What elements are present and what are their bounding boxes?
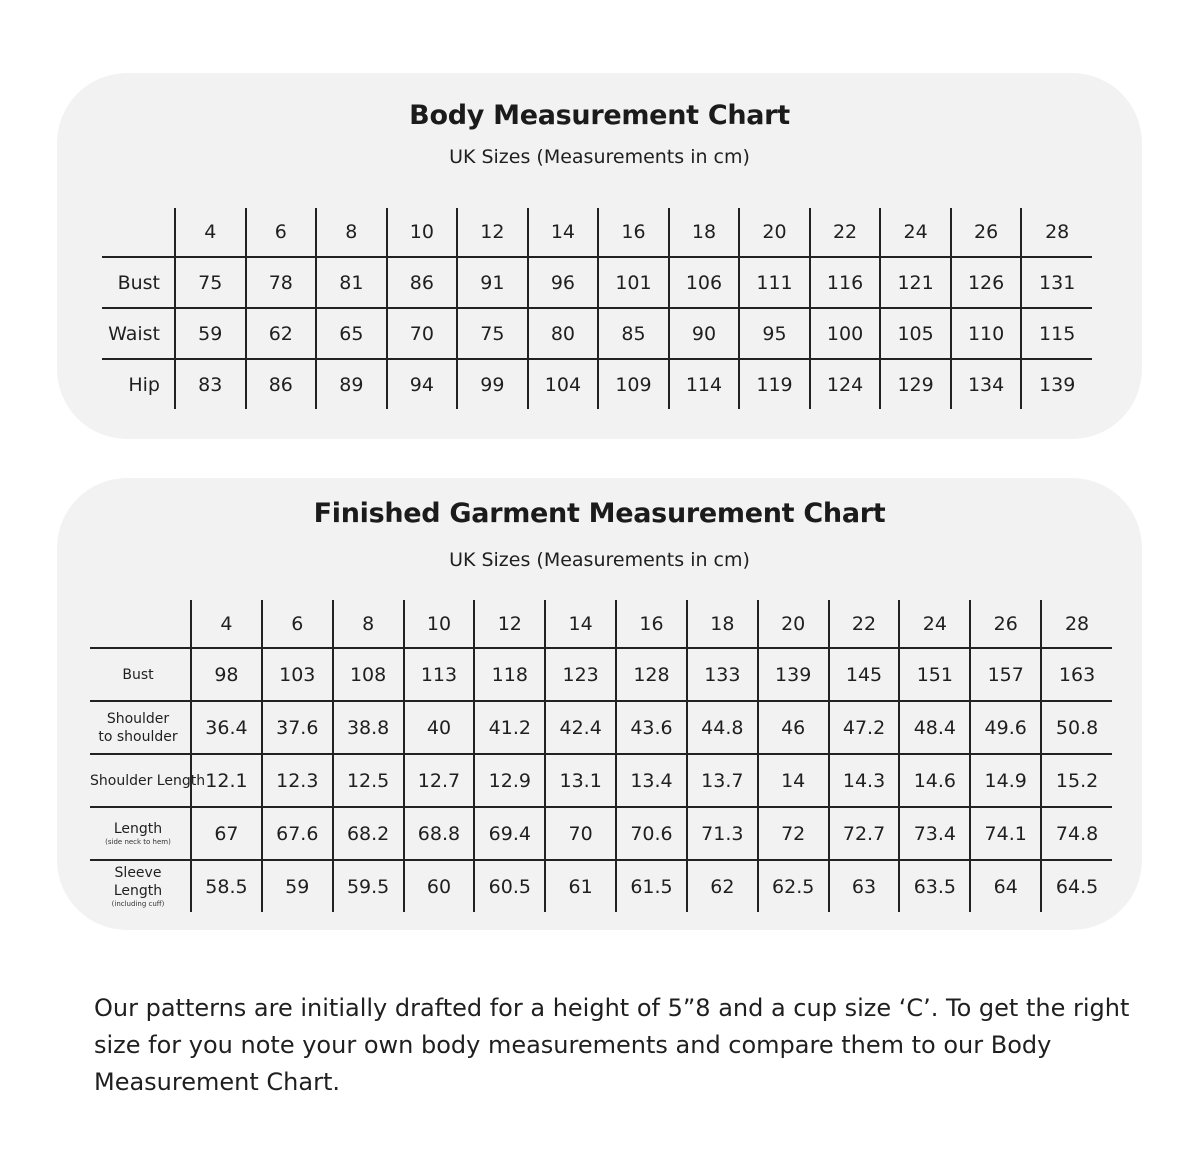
table-cell: 91: [457, 257, 528, 308]
table-cell: 128: [616, 648, 687, 701]
size-header: 16: [598, 208, 669, 257]
table-cell: 110: [951, 308, 1022, 359]
table-cell: 73.4: [899, 807, 970, 860]
size-header: 24: [880, 208, 951, 257]
table-cell: 74.1: [970, 807, 1041, 860]
size-header-row: [90, 600, 1112, 648]
table-cell: 60: [404, 860, 475, 912]
row-label: [90, 860, 191, 912]
table-cell: 109: [598, 359, 669, 409]
table-cell: 63.5: [899, 860, 970, 912]
row-label-text: Sleeve Length: [113, 865, 163, 899]
size-header: 20: [758, 600, 829, 648]
table-cell: 163: [1041, 648, 1112, 701]
table-cell: 70: [387, 308, 458, 359]
row-label: [90, 754, 206, 807]
table-cell: 59: [262, 860, 333, 912]
size-header: 8: [316, 208, 387, 257]
table-cell: 96: [528, 257, 599, 308]
size-header: 18: [669, 208, 740, 257]
table-cell: 85: [598, 308, 669, 359]
row-label-text: Shoulder to shoulder: [98, 710, 178, 745]
table-cell: 90: [669, 308, 740, 359]
table-cell: 61.5: [616, 860, 687, 912]
row-sublabel: (including cuff): [111, 900, 165, 908]
size-header: 14: [545, 600, 616, 648]
size-header: 4: [175, 208, 246, 257]
row-label: Waist: [102, 308, 175, 359]
table-cell: 104: [528, 359, 599, 409]
size-header: 28: [1021, 208, 1092, 257]
table-cell: 113: [404, 648, 475, 701]
table-cell: 69.4: [474, 807, 545, 860]
table-cell: 80: [528, 308, 599, 359]
table-cell: 62.5: [758, 860, 829, 912]
table-cell: 105: [880, 308, 951, 359]
row-label: [90, 648, 191, 701]
table-cell: 14.9: [970, 754, 1041, 807]
table-cell: 72.7: [829, 807, 900, 860]
table-cell: 108: [333, 648, 404, 701]
body-measurement-table: [102, 208, 1092, 409]
table-cell: 131: [1021, 257, 1092, 308]
table-cell: 13.4: [616, 754, 687, 807]
row-label: [90, 807, 191, 860]
table-cell: 123: [545, 648, 616, 701]
table-cell: 59.5: [333, 860, 404, 912]
table-cell: 86: [387, 257, 458, 308]
table-cell: 46: [758, 701, 829, 754]
table-cell: 12.1: [191, 754, 262, 807]
row-label: Bust: [102, 257, 175, 308]
sleeve-length-row: [90, 860, 1112, 912]
table-cell: 70.6: [616, 807, 687, 860]
size-header: 22: [810, 208, 881, 257]
table-cell: 44.8: [687, 701, 758, 754]
table-cell: 59: [175, 308, 246, 359]
table-cell: 15.2: [1041, 754, 1112, 807]
table-cell: 68.8: [404, 807, 475, 860]
length-row: [90, 807, 1112, 860]
table-cell: 139: [758, 648, 829, 701]
row-label: [90, 701, 191, 754]
row-label: Hip: [128, 373, 160, 396]
table-cell: 124: [810, 359, 881, 409]
table-cell: 106: [669, 257, 740, 308]
table-cell: 13.1: [545, 754, 616, 807]
size-header: 4: [191, 600, 262, 648]
table-cell: 61: [545, 860, 616, 912]
size-header: 10: [404, 600, 475, 648]
table-cell: 151: [899, 648, 970, 701]
table-cell: 75: [175, 257, 246, 308]
table-cell: 58.5: [191, 860, 262, 912]
table-cell: 70: [545, 807, 616, 860]
table-cell: 75: [457, 308, 528, 359]
table-cell: 49.6: [970, 701, 1041, 754]
size-header: 24: [899, 600, 970, 648]
table-cell: 95: [739, 308, 810, 359]
table-cell: 60.5: [474, 860, 545, 912]
table-cell: 157: [970, 648, 1041, 701]
row-label-text: Length: [113, 821, 163, 837]
size-header: 12: [457, 208, 528, 257]
table-cell: 139: [1021, 359, 1092, 409]
body-chart-subtitle: UK Sizes (Measurements in cm): [449, 146, 750, 168]
table-cell: 114: [669, 359, 740, 409]
table-cell: 100: [810, 308, 881, 359]
bust-row: [90, 648, 1112, 701]
table-cell: 133: [687, 648, 758, 701]
table-cell: 37.6: [262, 701, 333, 754]
bust-row: [102, 257, 1092, 308]
table-cell: 12.5: [333, 754, 404, 807]
table-cell: 145: [829, 648, 900, 701]
table-cell: 74.8: [1041, 807, 1112, 860]
size-header: 10: [387, 208, 458, 257]
table-cell: 121: [880, 257, 951, 308]
header-corner: [102, 208, 175, 257]
table-cell: 14: [758, 754, 829, 807]
table-cell: 72: [758, 807, 829, 860]
table-cell: 12.7: [404, 754, 475, 807]
table-cell: 38.8: [333, 701, 404, 754]
size-header: 22: [829, 600, 900, 648]
table-cell: 36.4: [191, 701, 262, 754]
table-cell: 103: [262, 648, 333, 701]
table-cell: 50.8: [1041, 701, 1112, 754]
size-header: 14: [528, 208, 599, 257]
table-cell: 83: [175, 359, 246, 409]
row-label-text: Bust: [122, 666, 154, 683]
table-cell: 118: [474, 648, 545, 701]
table-cell: 134: [951, 359, 1022, 409]
table-cell: 62: [246, 308, 317, 359]
table-cell: 14.3: [829, 754, 900, 807]
size-header: 6: [262, 600, 333, 648]
table-cell: 12.3: [262, 754, 333, 807]
table-cell: 126: [951, 257, 1022, 308]
table-cell: 71.3: [687, 807, 758, 860]
table-cell: 94: [387, 359, 458, 409]
table-cell: 67: [191, 807, 262, 860]
table-cell: 41.2: [474, 701, 545, 754]
table-cell: 115: [1021, 308, 1092, 359]
table-cell: 65: [316, 308, 387, 359]
size-header: 26: [970, 600, 1041, 648]
garment-measurement-table: [90, 600, 1112, 912]
size-header: 20: [739, 208, 810, 257]
table-cell: 64: [970, 860, 1041, 912]
size-header: 28: [1041, 600, 1112, 648]
table-cell: 13.7: [687, 754, 758, 807]
size-header: 6: [246, 208, 317, 257]
table-cell: 43.6: [616, 701, 687, 754]
table-cell: 111: [739, 257, 810, 308]
table-cell: 119: [739, 359, 810, 409]
table-cell: 68.2: [333, 807, 404, 860]
table-cell: 129: [880, 359, 951, 409]
table-cell: 14.6: [899, 754, 970, 807]
table-cell: 116: [810, 257, 881, 308]
garment-chart-subtitle: UK Sizes (Measurements in cm): [449, 549, 750, 571]
shoulder-length-row: [90, 754, 1112, 807]
table-cell: 47.2: [829, 701, 900, 754]
shoulder-to-shoulder-row: [90, 701, 1112, 754]
table-cell: 78: [246, 257, 317, 308]
size-header: 8: [333, 600, 404, 648]
size-header: 12: [474, 600, 545, 648]
size-header: 16: [616, 600, 687, 648]
table-cell: 12.9: [474, 754, 545, 807]
sizing-note: Our patterns are initially drafted for a height of 5”8 and a cup size ‘C’. To get the right size for you note your own body measurements and compare them to our Body Measurement Chart.: [94, 994, 1130, 1096]
row-sublabel: (side neck to hem): [105, 838, 171, 846]
table-cell: 98: [191, 648, 262, 701]
size-header: 26: [951, 208, 1022, 257]
header-corner: [90, 600, 191, 648]
table-cell: 42.4: [545, 701, 616, 754]
garment-chart-title: Finished Garment Measurement Chart: [313, 498, 886, 529]
row-label-text: Shoulder Length: [90, 772, 206, 789]
table-cell: 62: [687, 860, 758, 912]
table-cell: 101: [598, 257, 669, 308]
table-cell: 63: [829, 860, 900, 912]
table-cell: 89: [316, 359, 387, 409]
table-cell: 81: [316, 257, 387, 308]
table-cell: 48.4: [899, 701, 970, 754]
table-cell: 40: [404, 701, 475, 754]
table-cell: 64.5: [1041, 860, 1112, 912]
table-cell: 99: [457, 359, 528, 409]
table-cell: 86: [246, 359, 317, 409]
size-header-row: [102, 208, 1092, 257]
hip-row: [102, 359, 1092, 409]
size-header: 18: [687, 600, 758, 648]
waist-row: [102, 308, 1092, 359]
table-cell: 67.6: [262, 807, 333, 860]
body-chart-title: Body Measurement Chart: [409, 100, 790, 131]
